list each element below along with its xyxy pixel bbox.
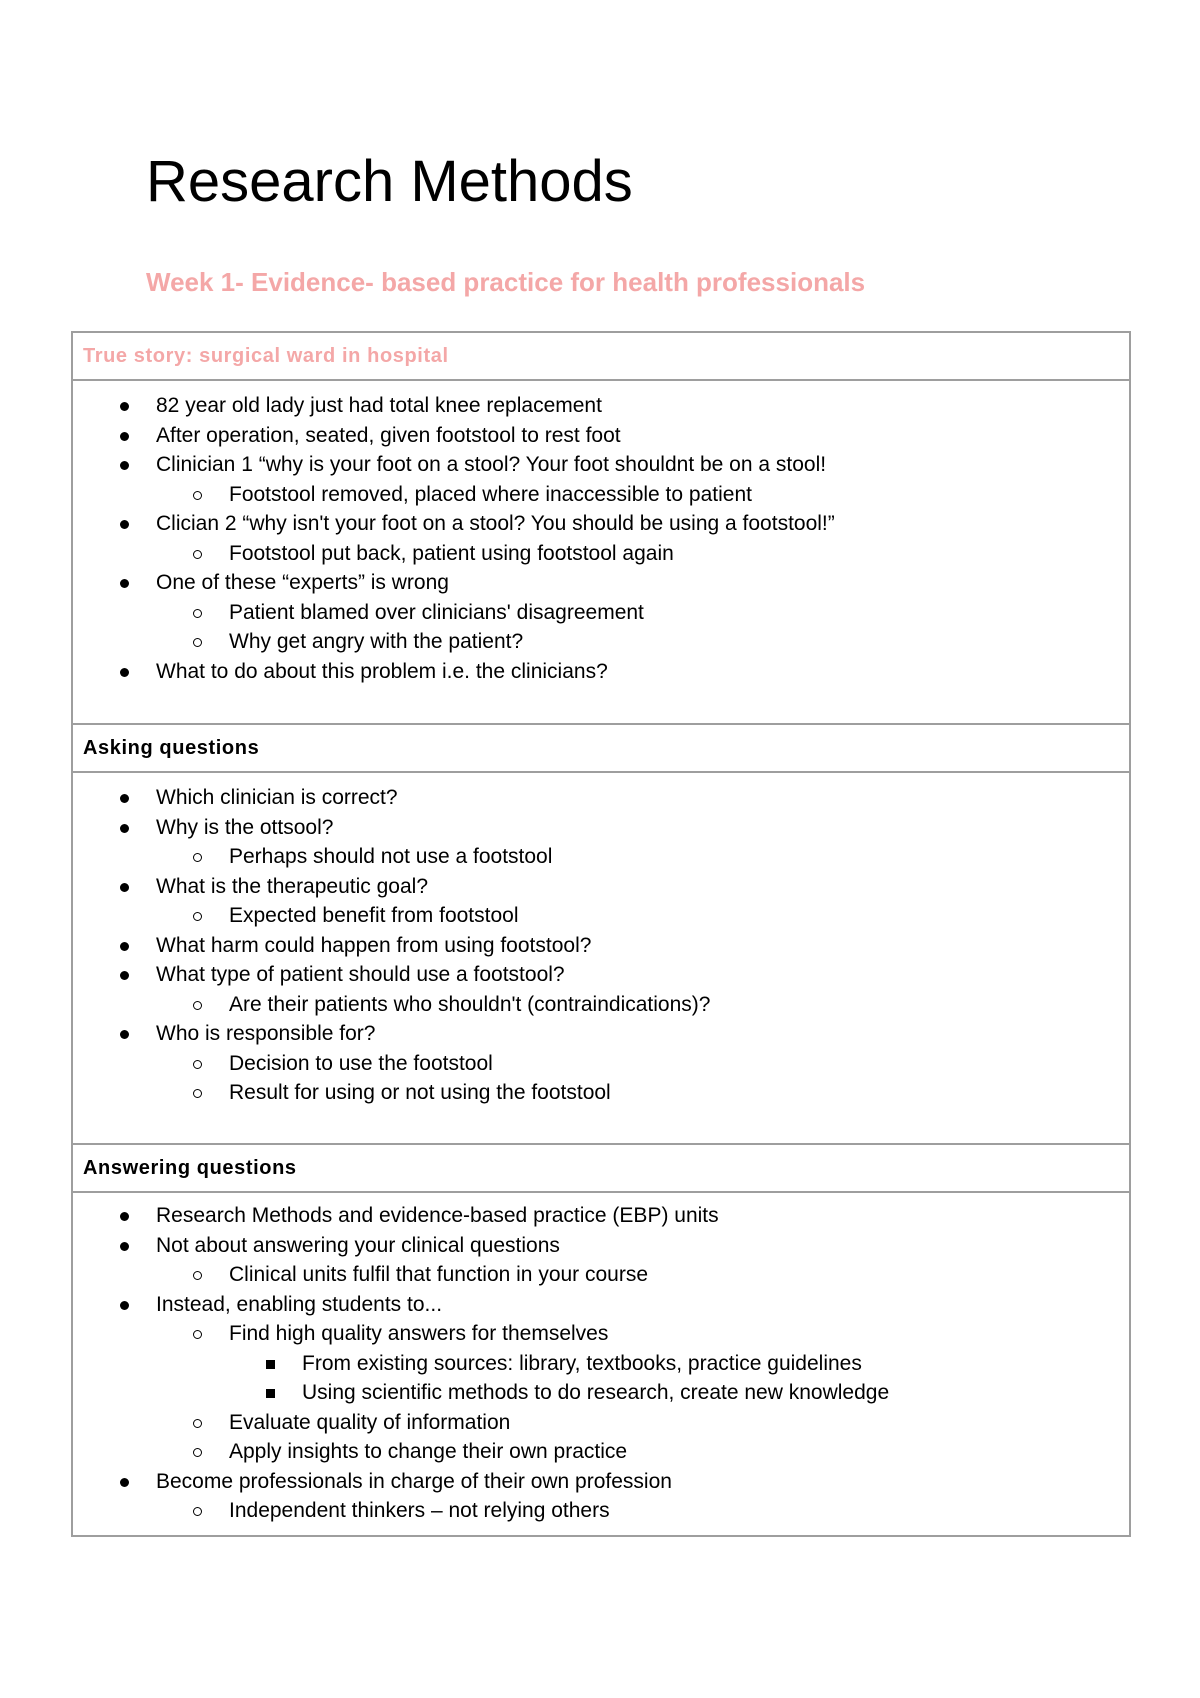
list-item — [73, 842, 1129, 872]
list-item-text: Perhaps should not use a footstool — [229, 845, 553, 868]
list-item — [73, 872, 1129, 902]
bullet-square-icon — [266, 1360, 275, 1369]
list-item — [73, 450, 1129, 480]
list-item-text: Clinician 1 “why is your foot on a stool? Your foot shouldnt be on a stool! — [156, 453, 827, 476]
list-item-text: One of these “experts” is wrong — [156, 571, 449, 594]
bullet-dot-icon — [120, 1212, 129, 1221]
list-item — [73, 480, 1129, 510]
bullet-dot-icon — [120, 668, 129, 677]
bullet-circle-icon — [193, 1507, 202, 1516]
list-item — [73, 1408, 1129, 1438]
list-item-text: Result for using or not using the footstool — [229, 1081, 611, 1104]
section-heading: Answering questions — [73, 1145, 1129, 1193]
bullet-circle-icon — [193, 1448, 202, 1457]
list-item — [73, 657, 1129, 687]
bullet-circle-icon — [193, 1001, 202, 1010]
list-item-text: Why get angry with the patient? — [229, 630, 524, 653]
list-item — [73, 1378, 1129, 1408]
list-item-text: Decision to use the footstool — [229, 1051, 493, 1075]
bullet-circle-icon — [193, 912, 202, 921]
list-item — [73, 1019, 1129, 1049]
list-item — [73, 1078, 1129, 1108]
list-item — [73, 1319, 1129, 1349]
list-item — [73, 627, 1129, 657]
list-item — [73, 1496, 1129, 1526]
list-item-text: Apply insights to change their own practice — [229, 1440, 628, 1463]
list-item-text: What harm could happen from using footstool? — [156, 933, 592, 957]
list-item-text: What type of patient should use a footstool? — [156, 963, 565, 986]
section-body — [73, 773, 1129, 1145]
page-subtitle: Week 1- Evidence- based practice for health professionals — [146, 267, 866, 297]
notes-table — [71, 331, 1131, 1537]
list-item — [73, 1260, 1129, 1290]
list-item — [73, 1349, 1129, 1379]
list-item-text: Footstool put back, patient using footstool again — [229, 541, 674, 565]
bullet-dot-icon — [120, 971, 129, 980]
bullet-circle-icon — [193, 609, 202, 618]
list-item-text: What to do about this problem i.e. the clinicians? — [156, 659, 608, 683]
list-item-text: Which clinician is correct? — [156, 786, 398, 809]
list-item-text: From existing sources: library, textbooks, practice guidelines — [302, 1351, 862, 1375]
list-item-text: What is the therapeutic goal? — [156, 874, 428, 898]
bullet-dot-icon — [120, 1242, 129, 1251]
bullet-dot-icon — [120, 461, 129, 470]
bullet-dot-icon — [120, 1301, 129, 1310]
list-item — [73, 931, 1129, 961]
list-item-text: Clinical units fulfil that function in your course — [229, 1263, 649, 1286]
list-item — [73, 1437, 1129, 1467]
list-item — [73, 960, 1129, 990]
section-body — [73, 1193, 1129, 1535]
bullet-dot-icon — [120, 824, 129, 833]
section-heading: Asking questions — [73, 725, 1129, 773]
list-item — [73, 1049, 1129, 1079]
list-item-text: After operation, seated, given footstool to rest foot — [156, 423, 621, 447]
list-item — [73, 509, 1129, 539]
list-item-text: Independent thinkers – not relying others — [229, 1499, 610, 1522]
list-item — [73, 1231, 1129, 1261]
list-item-text: Research Methods and evidence-based practice (EBP) units — [156, 1204, 719, 1227]
list-item — [73, 1467, 1129, 1497]
bullet-circle-icon — [193, 550, 202, 559]
page-title: Research Methods — [146, 149, 633, 214]
bullet-dot-icon — [120, 520, 129, 529]
list-item — [73, 391, 1129, 421]
bullet-circle-icon — [193, 1060, 202, 1069]
section-heading: True story: surgical ward in hospital — [73, 333, 1129, 381]
list-item-text: 82 year old lady just had total knee replacement — [156, 394, 602, 417]
bullet-circle-icon — [193, 1089, 202, 1098]
list-item — [73, 783, 1129, 813]
list-item-text: Who is responsible for? — [156, 1022, 376, 1045]
list-item-text: Become professionals in charge of their own profession — [156, 1469, 672, 1493]
bullet-dot-icon — [120, 942, 129, 951]
list-item — [73, 568, 1129, 598]
bullet-dot-icon — [120, 1478, 129, 1487]
bullet-square-icon — [266, 1389, 275, 1398]
bullet-dot-icon — [120, 883, 129, 892]
bullet-dot-icon — [120, 579, 129, 588]
bullet-circle-icon — [193, 853, 202, 862]
list-item-text: Are their patients who shouldn't (contraindications)? — [229, 992, 711, 1016]
list-item-text: Instead, enabling students to... — [156, 1292, 443, 1316]
bullet-dot-icon — [120, 794, 129, 803]
bullet-dot-icon — [120, 1030, 129, 1039]
list-item — [73, 598, 1129, 628]
list-item — [73, 539, 1129, 569]
list-item-text: Evaluate quality of information — [229, 1410, 511, 1434]
list-item-text: Find high quality answers for themselves — [229, 1322, 609, 1345]
bullet-circle-icon — [193, 638, 202, 647]
bullet-circle-icon — [193, 1330, 202, 1339]
list-item-text: Expected benefit from footstool — [229, 904, 519, 927]
list-item — [73, 901, 1129, 931]
bullet-circle-icon — [193, 1271, 202, 1280]
section-body — [73, 381, 1129, 725]
list-item-text: Footstool removed, placed where inaccessible to patient — [229, 482, 752, 506]
bullet-circle-icon — [193, 491, 202, 500]
list-item — [73, 1290, 1129, 1320]
list-item-text: Not about answering your clinical questions — [156, 1233, 560, 1257]
list-item-text: Clician 2 “why isn't your foot on a stool? You should be using a footstool!” — [156, 512, 835, 535]
list-item-text: Patient blamed over clinicians' disagreement — [229, 600, 644, 624]
list-item — [73, 421, 1129, 451]
list-item — [73, 990, 1129, 1020]
bullet-dot-icon — [120, 402, 129, 411]
list-item — [73, 813, 1129, 843]
bullet-circle-icon — [193, 1419, 202, 1428]
list-item-text: Using scientific methods to do research, create new knowledge — [302, 1381, 890, 1404]
list-item-text: Why is the ottsool? — [156, 815, 334, 839]
bullet-dot-icon — [120, 432, 129, 441]
list-item — [73, 1201, 1129, 1231]
